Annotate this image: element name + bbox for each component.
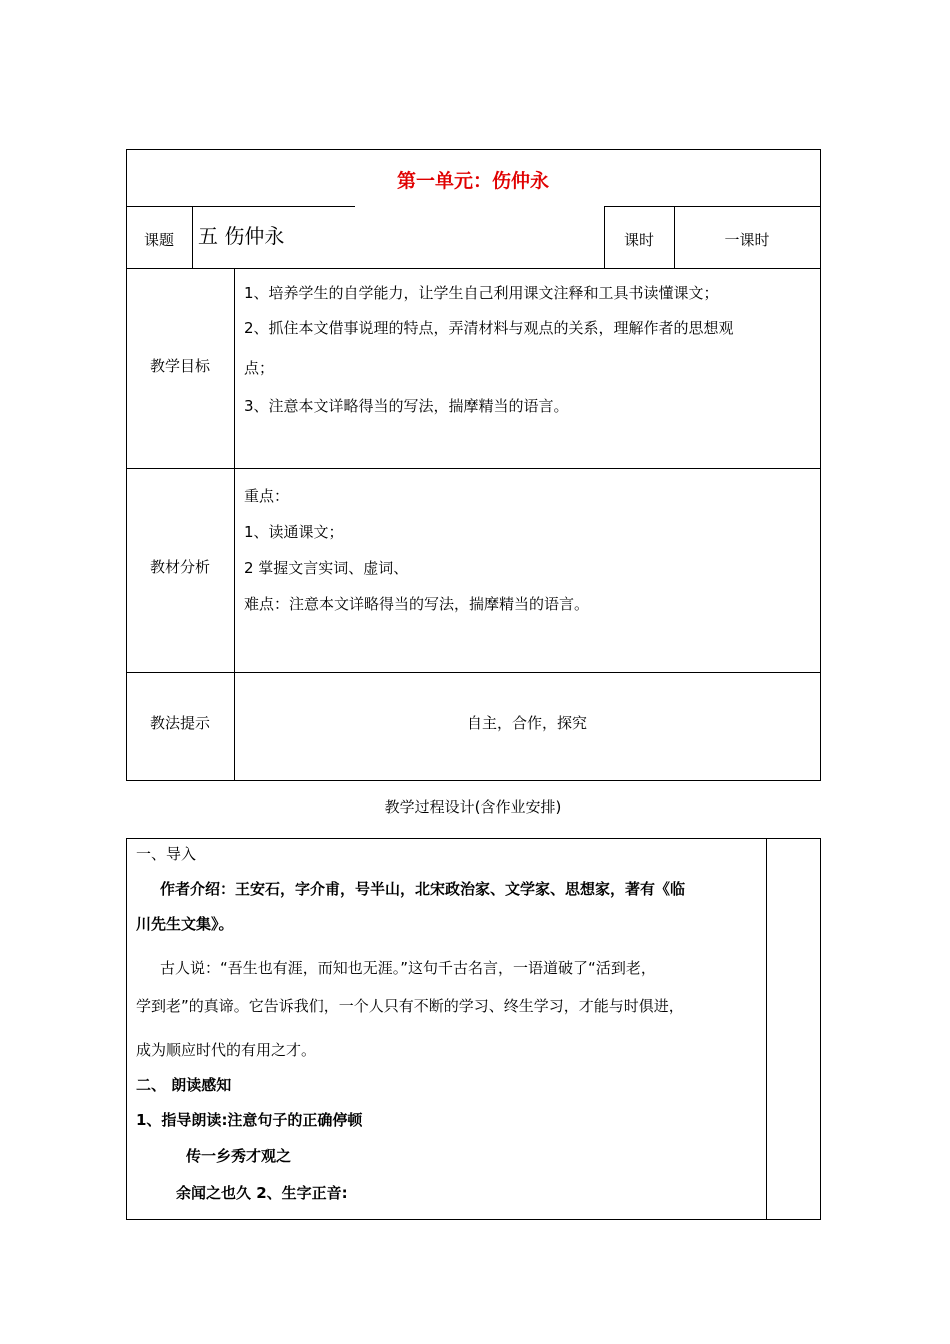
process-line: 古人说：“吾生也有涯，而知也无涯。”这句千古名言，一语道破了“活到老， <box>160 959 656 977</box>
process-line: 1、指导朗读:注意句子的正确停顿 <box>136 1111 363 1129</box>
objective-line: 2、抓住本文借事说理的特点，弄清材料与观点的关系，理解作者的思想观 <box>244 319 734 337</box>
analysis-line: 重点： <box>244 487 290 505</box>
process-line: 二、 朗读感知 <box>136 1076 232 1094</box>
objective-line: 3、注意本文详略得当的写法，揣摩精当的语言。 <box>244 397 569 415</box>
topic-value: 五 伤仲永 <box>198 224 285 248</box>
objectives-label: 教学目标 <box>149 357 210 375</box>
process-line: 川先生文集》。 <box>136 915 234 933</box>
hours-label: 课时 <box>623 231 654 249</box>
process-line: 余闻之也久 2、生字正音: <box>176 1184 348 1202</box>
process-line: 学到老”的真谛。它告诉我们，一个人只有不断的学习、终生学习，才能与时俱进， <box>136 997 684 1015</box>
analysis-line: 难点：注意本文详略得当的写法，揣摩精当的语言。 <box>244 595 590 613</box>
hours-value: 一课时 <box>724 231 770 249</box>
method-label: 教法提示 <box>149 714 210 732</box>
analysis-line: 2 掌握文言实词、虚词、 <box>244 559 409 577</box>
analysis-label: 教材分析 <box>149 558 210 576</box>
topic-label: 课题 <box>143 231 174 249</box>
page-title: 第一单元：伤仲永 <box>396 170 549 192</box>
method-value: 自主，合作，探究 <box>466 714 587 732</box>
objective-line: 点； <box>244 359 275 377</box>
process-line: 作者介绍：王安石，字介甫，号半山，北宋政治家、文学家、思想家，著有《临 <box>160 880 686 898</box>
process-line: 一、导入 <box>136 845 197 863</box>
process-line: 成为顺应时代的有用之才。 <box>136 1041 317 1059</box>
process-heading: 教学过程设计(含作业安排) <box>384 798 562 816</box>
process-line: 传一乡秀才观之 <box>186 1147 292 1165</box>
analysis-line: 1、读通课文； <box>244 523 344 541</box>
objective-line: 1、培养学生的自学能力，让学生自己利用课文注释和工具书读懂课文； <box>244 284 719 302</box>
